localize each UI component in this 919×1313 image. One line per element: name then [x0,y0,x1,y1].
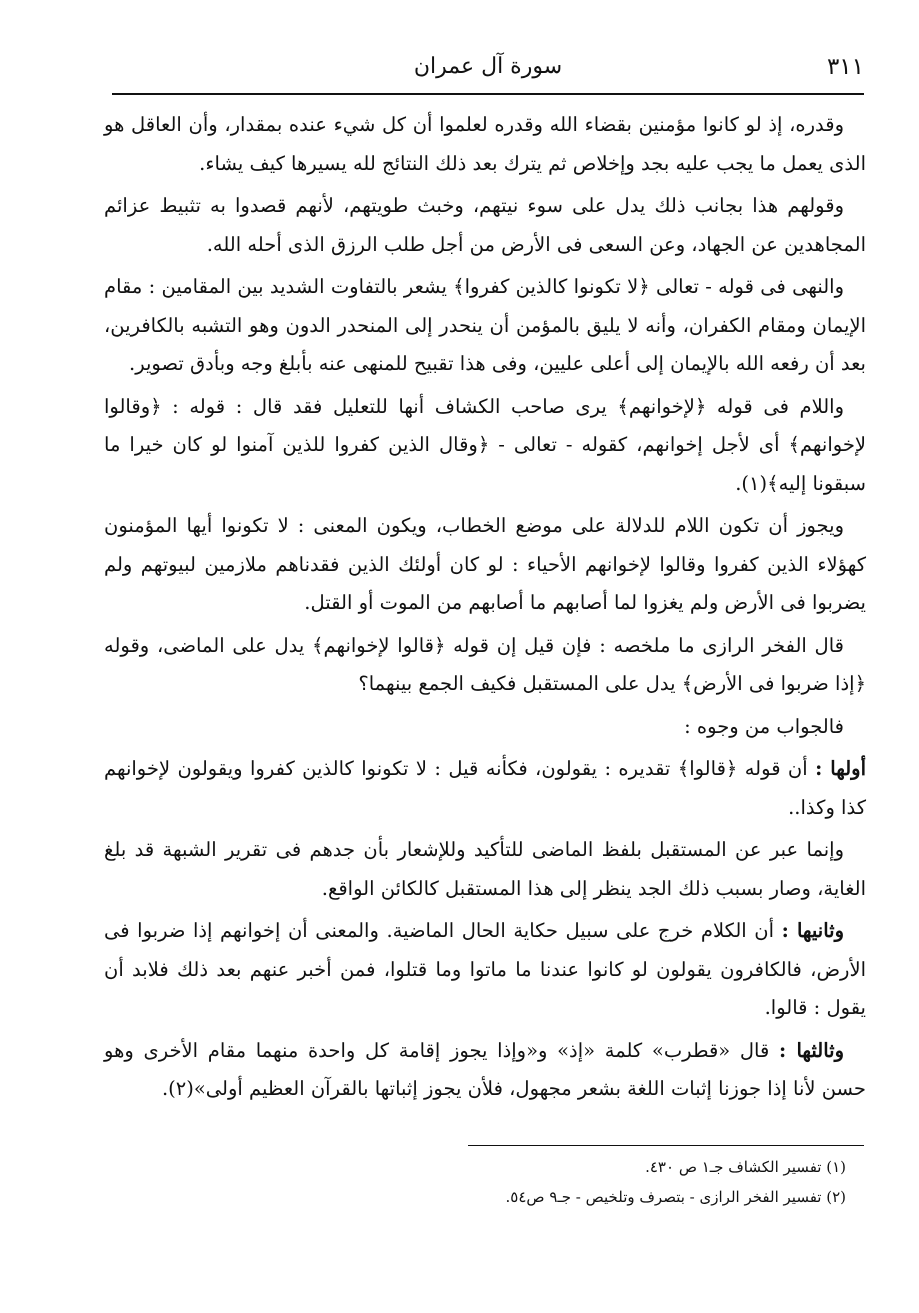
paragraph [104,831,866,908]
header-rule [112,93,864,95]
paragraph [104,708,866,747]
paragraph [104,268,866,384]
paragraph [104,912,866,1028]
paragraph-text: وقدره، إذ لو كانوا مؤمنين بقضاء الله وقدره لعلموا أن كل شيء عنده بمقدار، وأن العاقل هو الذى يعمل ما يجب عليه بجد وإخلاص ثم يترك بعد ذلك النتائج لله يسيرها كيف يشاء. [104,113,866,175]
paragraph-text: واللام فى قوله ﴿لإخوانهم﴾ يرى صاحب الكشاف أنها للتعليل فقد قال : قوله : ﴿وقالوا لإخوانهم﴾ أى لأجل إخوانهم، كقوله - تعالى - ﴿وقال الذين كفروا للذين آمنوا لو كان خيرا ما سبقونا إليه﴾(١). [104,394,866,495]
running-title: سورة آل عمران [413,54,563,79]
paragraph-text: قال الفخر الرازى ما ملخصه : فإن قيل إن قوله ﴿قالوا لإخوانهم﴾ يدل على الماضى، وقوله ﴿إذا ضربوا فى الأرض﴾ يدل على المستقبل فكيف الجمع بينهما؟ [104,633,866,695]
paragraph-lead: أولها : [815,757,866,780]
page-header [112,52,864,92]
paragraph [104,1032,866,1109]
paragraph-text: قال «قطرب» كلمة «إذ» و«وإذا يجوز إقامة كل واحدة منهما مقام الأخرى وهو حسن لأنا إذا جوزنا إثبات اللغة بشعر مجهول، فلأن يجوز إثباتها بالقرآن العظيم أولى»(٢). [104,1038,866,1100]
footnotes [300,1152,846,1212]
paragraph-lead: وثالثها : [778,1038,844,1062]
paragraph-text: فالجواب من وجوه : [684,714,844,738]
paragraph [104,187,866,264]
footnote-2: (٢) تفسير الفخر الرازى - بتصرف وتلخيص - جـ٩ ص٥٤. [505,1188,846,1206]
footnote-rule [468,1145,864,1146]
paragraph [104,388,866,504]
paragraph [104,507,866,623]
paragraph-text: والنهى فى قوله - تعالى ﴿لا تكونوا كالذين كفروا﴾ يشعر بالتفاوت الشديد بين المقامين : مقام الإيمان ومقام الكفران، وأنه لا يليق بالمؤمن أن ينحدر إلى المنحدر الدون وهو التشبه بالكافرين، بعد أن رفعه الله بالإيمان إلى أعلى عليين، وفى هذا تقبيح للمنهى عنه بأبلغ وجه وبأدق تصوير. [104,275,866,375]
body-text [104,106,866,1113]
paragraph [104,106,866,183]
paragraph-text: وقولهم هذا بجانب ذلك يدل على سوء نيتهم، وخبث طويتهم، لأنهم قصدوا به تثبيط عزائم المجاهدين عن الجهاد، وعن السعى فى الأرض من أجل طلب الرزق الذى أحله الله. [104,194,866,256]
paragraph-lead: وثانيها : [781,919,844,942]
footnote-1: (١) تفسير الكشاف جـ١ ص ٤٣٠. [645,1158,846,1176]
paragraph-text: أن قوله ﴿قالوا﴾ تقديره : يقولون، فكأنه قيل : لا تكونوا كالذين كفروا ويقولون لإخوانهم كذا وكذا.. [104,757,866,819]
paragraph-text: وإنما عبر عن المستقبل بلفظ الماضى للتأكيد وللإشعار بأن جدهم فى تقرير الشبهة قد بلغ الغاية، وصار بسبب ذلك الجد ينظر إلى هذا المستقبل كالكائن الواقع. [104,838,866,900]
paragraph [104,750,866,827]
paragraph-text: ويجوز أن تكون اللام للدلالة على موضع الخطاب، ويكون المعنى : لا تكونوا أيها المؤمنون كهؤلاء الذين كفروا وقالوا لإخوانهم الأحياء : لو كان أولئك الذين فقدناهم ملازمين لبيوتهم ولم يضربوا فى الأرض ولم يغزوا لما أصابهم ما أصابهم من الموت أو القتل. [104,514,866,614]
paragraph-text: أن الكلام خرج على سبيل حكاية الحال الماضية. والمعنى أن إخوانهم إذا ضربوا فى الأرض، فالكافرون يقولون لو كانوا عندنا ما ماتوا وما قتلوا، فمن أخبر عنهم بعد ذلك فلابد أن يقول : قالوا. [104,919,866,1019]
paragraph [104,627,866,704]
page-number: ٣١١ [826,54,864,80]
